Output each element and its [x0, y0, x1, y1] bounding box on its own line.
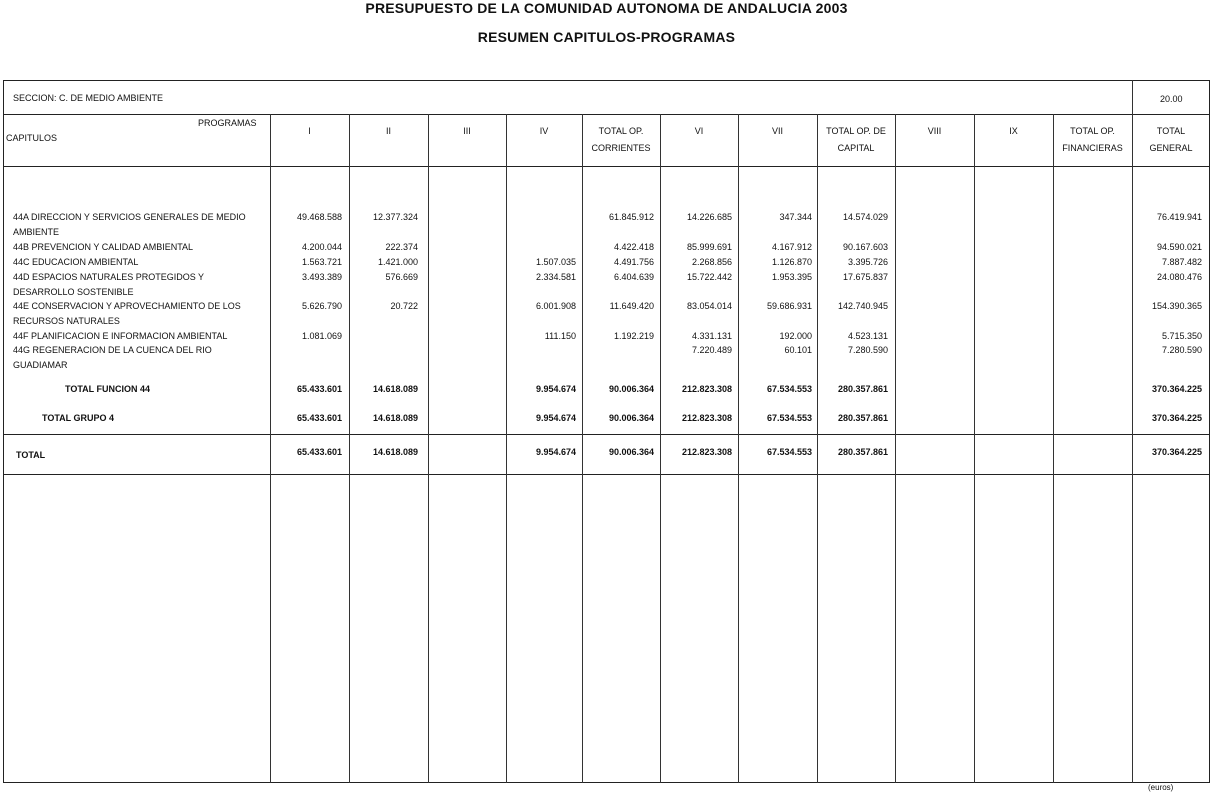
table-cell: 4.523.131 — [847, 331, 888, 341]
table-cell: 59.686.931 — [766, 301, 812, 311]
column-header — [349, 123, 428, 140]
table-cell: 7.280.590 — [847, 345, 888, 355]
grand-total-label: TOTAL — [16, 450, 46, 460]
column-header — [582, 123, 660, 157]
table-cell: 280.357.861 — [837, 413, 888, 423]
table-cell: 3.493.389 — [301, 272, 342, 282]
currency-footnote: (euros) — [1148, 783, 1174, 792]
table-cell: 90.167.603 — [842, 242, 888, 252]
table-cell: 370.364.225 — [1151, 384, 1202, 394]
table-cell: 1.507.035 — [535, 257, 576, 267]
table-cell: 67.534.553 — [766, 447, 812, 457]
table-cell: 9.954.674 — [535, 447, 576, 457]
table-cell: 24.080.476 — [1156, 272, 1202, 282]
table-cell: 12.377.324 — [372, 212, 418, 222]
table-cell: 15.722.442 — [686, 272, 732, 282]
table-cell: 6.001.908 — [535, 301, 576, 311]
table-cell: 14.618.089 — [372, 447, 418, 457]
row-label-continued: DESARROLLO SOSTENIBLE — [13, 287, 134, 297]
table-cell: 142.740.945 — [837, 301, 888, 311]
table-cell: 7.887.482 — [1161, 257, 1202, 267]
column-header — [895, 123, 974, 140]
column-header-line1: III — [463, 126, 471, 136]
row-label: 44B PREVENCION Y CALIDAD AMBIENTAL — [13, 242, 194, 252]
table-cell: 280.357.861 — [837, 384, 888, 394]
column-header — [1132, 123, 1210, 157]
column-header-line1: VII — [771, 126, 783, 136]
table-cell: 76.419.941 — [1156, 212, 1202, 222]
table-cell: 212.823.308 — [681, 447, 732, 457]
row-label: 44C EDUCACION AMBIENTAL — [13, 257, 139, 267]
table-cell: 7.280.590 — [1161, 345, 1202, 355]
column-divider — [1053, 114, 1054, 783]
table-cell: 280.357.861 — [837, 447, 888, 457]
table-cell: 85.999.691 — [686, 242, 732, 252]
corner-programas: PROGRAMAS — [198, 118, 257, 128]
column-header — [974, 123, 1053, 140]
column-header — [428, 123, 506, 140]
column-header-line2: GENERAL — [1149, 143, 1193, 153]
table-cell: 1.126.870 — [771, 257, 812, 267]
row-label: 44E CONSERVACION Y APROVECHAMIENTO DE LOS — [13, 301, 241, 311]
table-cell: 94.590.021 — [1156, 242, 1202, 252]
column-header — [506, 123, 582, 140]
column-header-line1: IX — [1009, 126, 1018, 136]
table-cell: 65.433.601 — [296, 413, 342, 423]
subtotal-label: TOTAL GRUPO 4 — [42, 413, 115, 423]
corner-capitulos: CAPITULOS — [6, 133, 58, 143]
table-cell: 222.374 — [385, 242, 418, 252]
table-cell: 1.953.395 — [771, 272, 812, 282]
budget-table — [3, 80, 1210, 783]
table-cell: 67.534.553 — [766, 413, 812, 423]
section-code: 20.00 — [1160, 94, 1183, 104]
column-header-line1: IV — [539, 126, 549, 136]
document-subtitle: RESUMEN CAPITULOS-PROGRAMAS — [477, 29, 736, 45]
column-header-line1: TOTAL OP. — [1070, 126, 1115, 136]
table-cell: 4.200.044 — [301, 242, 342, 252]
table-cell: 1.563.721 — [301, 257, 342, 267]
table-cell: 60.101 — [784, 345, 812, 355]
column-header-line1: TOTAL — [1156, 126, 1186, 136]
column-header — [817, 123, 895, 157]
column-header — [270, 123, 349, 140]
table-cell: 347.344 — [779, 212, 812, 222]
table-cell: 154.390.365 — [1151, 301, 1202, 311]
document-title: PRESUPUESTO DE LA COMUNIDAD AUTONOMA DE ANDALUCIA 2003 — [365, 0, 848, 16]
column-header-line1: TOTAL OP. DE — [826, 126, 886, 136]
column-header-line2: CAPITAL — [837, 143, 875, 153]
table-cell: 5.626.790 — [301, 301, 342, 311]
table-cell: 90.006.364 — [608, 384, 654, 394]
table-cell: 65.433.601 — [296, 384, 342, 394]
table-cell: 14.618.089 — [372, 384, 418, 394]
column-header-line2: FINANCIERAS — [1062, 143, 1123, 153]
table-cell: 61.845.912 — [608, 212, 654, 222]
table-cell: 1.421.000 — [377, 257, 418, 267]
table-cell: 192.000 — [779, 331, 812, 341]
table-cell: 576.669 — [385, 272, 418, 282]
subtotal-label: TOTAL FUNCION 44 — [65, 384, 151, 394]
table-cell: 20.722 — [390, 301, 418, 311]
table-cell: 4.331.131 — [691, 331, 732, 341]
table-cell: 212.823.308 — [681, 413, 732, 423]
column-header-line2: CORRIENTES — [591, 143, 651, 153]
column-divider — [895, 114, 896, 783]
column-header-line1: VI — [694, 126, 704, 136]
column-header-line1: II — [385, 126, 391, 136]
table-cell: 3.395.726 — [847, 257, 888, 267]
section-label: SECCION: C. DE MEDIO AMBIENTE — [13, 93, 164, 103]
table-cell: 111.150 — [544, 331, 576, 341]
column-divider — [428, 114, 429, 783]
column-header — [738, 123, 817, 140]
section-divider — [3, 114, 1210, 115]
total-divider-bottom — [3, 474, 1210, 475]
column-divider — [974, 114, 975, 783]
table-cell: 90.006.364 — [608, 413, 654, 423]
column-header-line1: I — [308, 126, 311, 136]
row-label-continued: GUADIAMAR — [13, 360, 68, 370]
row-label: 44D ESPACIOS NATURALES PROTEGIDOS Y — [13, 272, 205, 282]
table-cell: 370.364.225 — [1151, 447, 1202, 457]
table-cell: 2.268.856 — [691, 257, 732, 267]
row-label: 44A DIRECCION Y SERVICIOS GENERALES DE MEDIO — [13, 212, 246, 222]
table-cell: 83.054.014 — [686, 301, 732, 311]
section-code-divider — [1132, 80, 1133, 114]
table-cell: 1.081.069 — [301, 331, 342, 341]
table-cell: 2.334.581 — [535, 272, 576, 282]
row-label: 44G REGENERACION DE LA CUENCA DEL RIO — [13, 345, 212, 355]
table-cell: 4.491.756 — [613, 257, 654, 267]
total-divider-top — [3, 434, 1210, 435]
column-header-line1: TOTAL OP. — [598, 126, 644, 136]
table-cell: 7.220.489 — [691, 345, 732, 355]
table-cell: 14.618.089 — [372, 413, 418, 423]
table-cell: 6.404.639 — [613, 272, 654, 282]
table-cell: 4.167.912 — [771, 242, 812, 252]
table-cell: 212.823.308 — [681, 384, 732, 394]
row-label-continued: RECURSOS NATURALES — [13, 316, 120, 326]
table-cell: 49.468.588 — [296, 212, 342, 222]
header-divider — [3, 166, 1210, 167]
table-cell: 1.192.219 — [613, 331, 654, 341]
table-cell: 67.534.553 — [766, 384, 812, 394]
table-cell: 14.574.029 — [842, 212, 888, 222]
column-header — [1053, 123, 1132, 157]
table-cell: 14.226.685 — [686, 212, 732, 222]
table-cell: 65.433.601 — [296, 447, 342, 457]
table-cell: 4.422.418 — [613, 242, 654, 252]
table-cell: 370.364.225 — [1151, 413, 1202, 423]
table-cell: 17.675.837 — [842, 272, 888, 282]
table-cell: 9.954.674 — [535, 384, 576, 394]
table-cell: 90.006.364 — [608, 447, 654, 457]
row-label-continued: AMBIENTE — [13, 227, 60, 237]
table-cell: 9.954.674 — [535, 413, 576, 423]
column-header-line1: VIII — [927, 126, 942, 136]
column-header — [660, 123, 738, 140]
row-label: 44F PLANIFICACION E INFORMACION AMBIENTAL — [13, 331, 228, 341]
table-cell: 11.649.420 — [609, 301, 654, 311]
table-cell: 5.715.350 — [1161, 331, 1202, 341]
